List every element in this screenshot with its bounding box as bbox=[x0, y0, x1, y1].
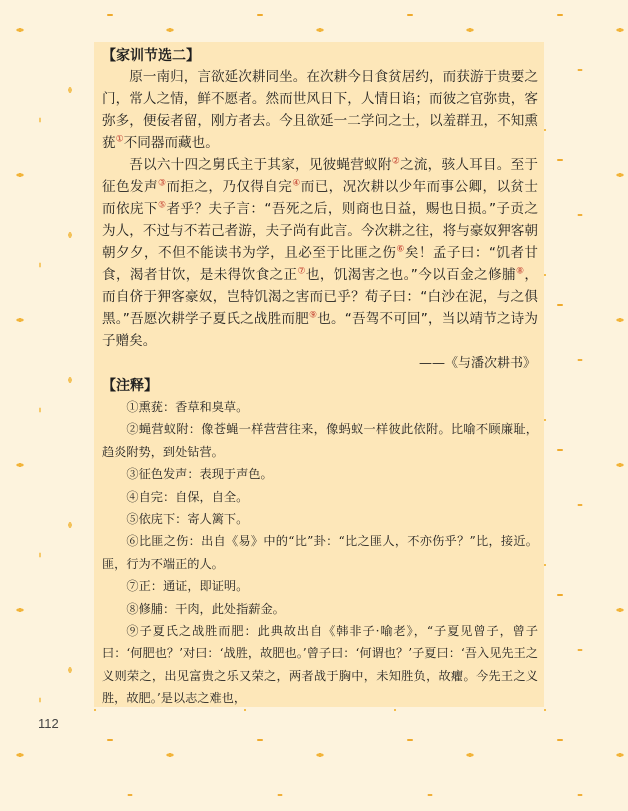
note-item: ⑧修脯：干肉，此处指薪金。 bbox=[126, 601, 285, 616]
source-attribution: ——《与潘次耕书》 bbox=[418, 356, 536, 371]
footnote-marker: ⑦ bbox=[297, 266, 306, 277]
section-heading: 【家训节选二】 bbox=[102, 48, 200, 64]
paragraph bbox=[102, 154, 538, 352]
footnote-marker: ⑤ bbox=[157, 200, 167, 211]
footnote-marker: ④ bbox=[292, 178, 301, 189]
note-item: ⑦正：通证，即证明。 bbox=[126, 579, 249, 594]
footnote-marker: ⑥ bbox=[396, 244, 405, 255]
text-segment: 而已，况次耕以少年而事公卿，以贫士而依庑下 bbox=[102, 179, 539, 217]
content-panel bbox=[94, 42, 544, 707]
text-segment: 也。“吾驾不可回”，当以靖节之诗为子赠矣。 bbox=[102, 311, 538, 349]
text-segment: 者乎？夫子言：“吾死之后，则商也日益，赐也日损。”子贡之为人，不过与不若己者游，夫子尚有此言。今次耕之往，将与豪奴狎客朝朝夕夕，不但不能读书为学，且必至于比匪之伤 bbox=[102, 201, 538, 261]
note-item: ③征色发声：表现于声色。 bbox=[126, 467, 273, 482]
note-item: ⑥比匪之伤：出自《易》中的“比”卦：“比之匪人，不亦伤乎？”比，接近。匪，行为不端正的人。 bbox=[102, 534, 538, 571]
notes-heading: 【注释】 bbox=[102, 378, 158, 394]
text-segment: 原一南归，言欲延次耕同坐。在次耕今日食贫居约，而获游于贵要之门，常人之情，鲜不愿者。然而世风日下，人情日谄；而彼之官弥贵，客弥多，便佞者留，刚方者去。今且欲延一二学问之士，以羞群丑，不知熏莸 bbox=[102, 69, 538, 151]
text-segment: 矣！孟子曰：“饥者甘食，渴者甘饮，是未得饮食之正 bbox=[102, 245, 539, 283]
footnote-marker: ② bbox=[391, 156, 401, 167]
text-segment: 而拒之，乃仅得自完 bbox=[166, 179, 293, 195]
text-segment: ，而自侪于狎客豪奴，岂特饥渴之害而已乎？荀子曰：“白沙在泥，与之俱黑。”吾愿次耕学子夏氏之战胜而肥 bbox=[102, 267, 538, 327]
note-item: ④自完：自保，自全。 bbox=[126, 489, 249, 504]
body-text bbox=[102, 66, 538, 352]
note-item: ⑤依庑下：寄人篱下。 bbox=[126, 512, 249, 527]
footnote-marker: ⑧ bbox=[515, 266, 525, 277]
note-item: ⑨子夏氏之战胜而肥：此典故出自《韩非子·喻老》，“子夏见曾子，曾子曰：‘何肥也？’对曰：‘战胜，故肥也。’曾子曰：‘何谓也？’子夏曰：‘吾入见先王之义则荣之，出见富贵之乐又荣之，两者战于胸中，未知胜负，故癯。今先王之义胜，故肥。’是以志之难也， bbox=[102, 624, 538, 706]
paragraph bbox=[102, 66, 538, 154]
footnote-marker: ⑨ bbox=[308, 310, 318, 321]
text-segment: 之流，骇人耳目。至于征色发声 bbox=[102, 157, 539, 195]
text-segment: 吾以六十四之舅氏主于其家，见彼蝇营蚁附 bbox=[129, 157, 392, 173]
note-item: ②蝇营蚁附：像苍蝇一样营营往来，像蚂蚁一样彼此依附。比喻不顾廉耻，趋炎附势，到处钻营。 bbox=[102, 422, 538, 459]
text-segment: 不同器而藏也。 bbox=[123, 135, 219, 151]
note-item: ①熏莸：香草和臭草。 bbox=[126, 400, 249, 414]
notes-list bbox=[102, 396, 538, 710]
text-segment: 也，饥渴害之也。”今以百金之修脯 bbox=[305, 267, 516, 283]
page-number: 112 bbox=[38, 716, 59, 731]
footnote-marker: ③ bbox=[157, 178, 167, 189]
footnote-marker: ① bbox=[115, 134, 124, 145]
